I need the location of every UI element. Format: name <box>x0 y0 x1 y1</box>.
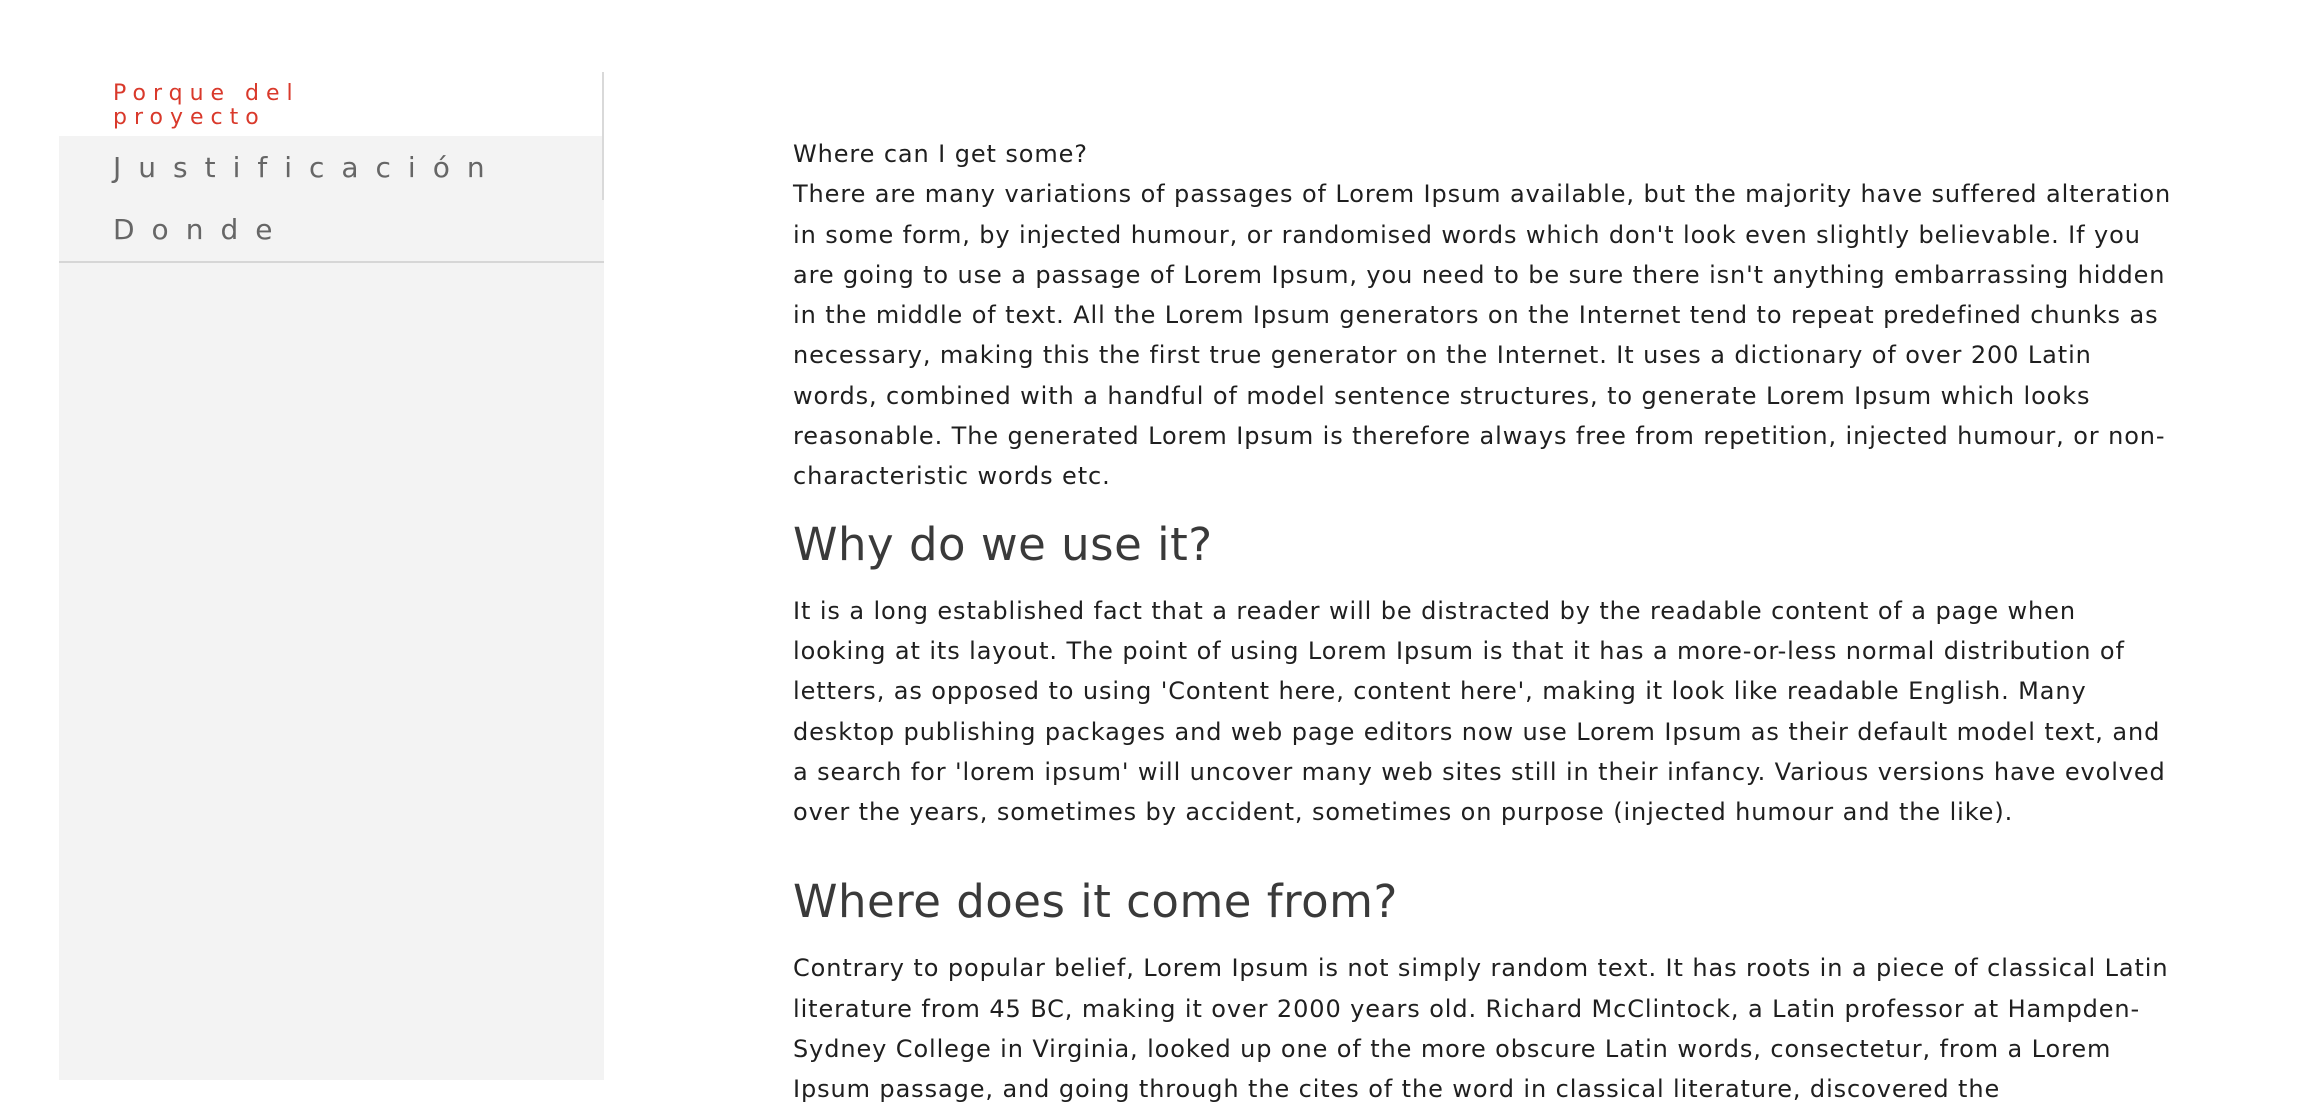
sidebar-divider <box>59 261 604 263</box>
sidebar-item-porque-del-proyecto[interactable]: Porque del proyecto <box>113 81 300 130</box>
section-heading: Where does it come from? <box>793 875 1398 929</box>
section-title: Where can I get some? <box>793 140 1088 168</box>
main-content <box>793 134 2173 1110</box>
section-where-does-it-come-from <box>793 874 2173 1109</box>
paragraph: Contrary to popular belief, Lorem Ipsum is not simply random text. It has roots in a piece of classical Latin literature from 45 BC, making it over 2000 years old. Richard McClintock, a Latin professor at Hampden-Sydney College in Virginia, looked up one of the more obscure Latin words, consectetur, from a Lorem Ipsum passage, and going through the cites of the word in classical literature, discovered the <box>793 954 2169 1104</box>
sidebar-border <box>602 72 604 200</box>
sidebar-nav <box>59 72 604 1080</box>
section-why-do-we-use-it <box>793 517 2173 833</box>
sidebar-item-justificacion[interactable]: Justificación <box>113 151 502 184</box>
paragraph: There are many variations of passages of Lorem Ipsum available, but the majority have suffered alteration in some form, by injected humour, or randomised words which don't look even slightly believable. If you are going to use a passage of Lorem Ipsum, you need to be sure there isn't anything embarrassing hidden in the middle of text. All the Lorem Ipsum generators on the Internet tend to repeat predefined chunks as necessary, making this the first true generator on the Internet. It uses a dictionary of over 200 Latin words, combined with a handful of model sentence structures, to generate Lorem Ipsum which looks reasonable. The generated Lorem Ipsum is therefore always free from repetition, injected humour, or non-characteristic words etc. <box>793 180 2172 491</box>
section-where-can-i-get-some <box>793 134 2173 497</box>
paragraph: It is a long established fact that a reader will be distracted by the readable content of a page when looking at its layout. The point of using Lorem Ipsum is that it has a more-or-less normal distribution of letters, as opposed to using 'Content here, content here', making it look like readable English. Many desktop publishing packages and web page editors now use Lorem Ipsum as their default model text, and a search for 'lorem ipsum' will uncover many web sites still in their infancy. Various versions have evolved over the years, sometimes by accident, sometimes on purpose (injected humour and the like). <box>793 596 2166 827</box>
sidebar-item-donde[interactable]: Donde <box>113 213 290 246</box>
sidebar-panel <box>59 136 604 1080</box>
section-heading: Why do we use it? <box>793 517 1213 571</box>
